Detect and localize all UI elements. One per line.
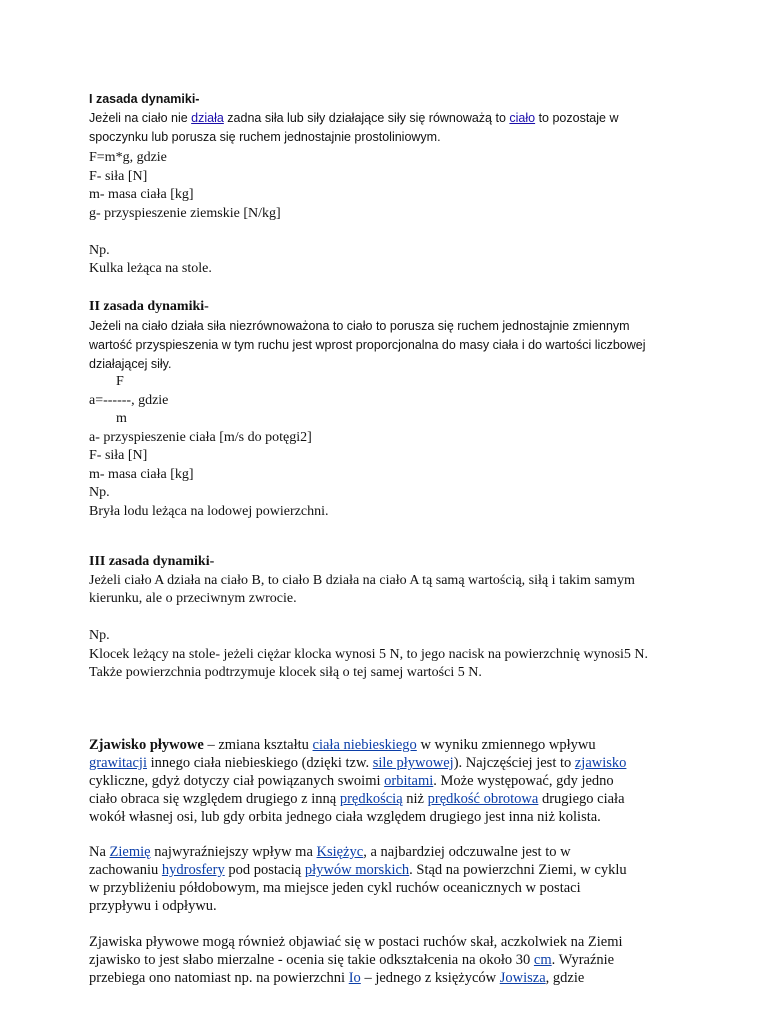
variable-definition: F- siła [N] — [89, 168, 148, 184]
section-second-law-heading — [89, 298, 689, 317]
paragraph-line: kierunku, ale o przeciwnym zwrocie. — [89, 591, 297, 606]
tidal-paragraph-1: Zjawisko pływowe – zmiana kształtu ciała niebieskiego w wyniku zmiennego wpływu grawitacji innego ciała niebieskiego (dzięki tzw. sile pływowej). Najczęściej jest to zjawisko cykliczne, gdyż dotyczy ciał powiązanych swoimi orbitami. Może występować, gdy jedno ciało obraca się względem drugiego z inną prędkością niż prędkość obrotowa drugiego ciała wokół własnej osi, lub gdy orbita jednego ciała względem drugiego jest inna niż kolista. — [89, 736, 689, 826]
tidal-paragraph-2: Na Ziemię najwyraźniejszy wpływ ma Księżyc, a najbardziej odczuwalne jest to w zachowaniu hydrosfery pod postacią pływów morskich. Stąd na powierzchni Ziemi, w cyklu w przybliżeniu półdobowym, ma miejsce jeden cykl ruchów oceanicznych w postaci przypływu i odpływu. — [89, 843, 689, 915]
formula: a=------, gdzie — [89, 392, 169, 408]
example-label: Np. — [89, 242, 110, 258]
link-cialo[interactable]: ciało — [509, 111, 536, 125]
tidal-paragraph-3: Zjawiska pływowe mogą również objawiać się w postaci ruchów skał, aczkolwiek na Ziemi zjawisko to jest słabo mierzalne - ocenia się takie odkształcenia na około 30 cm. Wyraźnie przebiega ono natomiast np. na powierzchni Io – jednego z księżyców Jowisza, gdzie — [89, 933, 689, 987]
formula-denominator: m — [116, 411, 127, 426]
link-jowisza[interactable]: Jowisza — [499, 970, 546, 986]
link-zjawisko[interactable]: zjawisko — [574, 755, 627, 771]
example-text: Bryła lodu leżąca na lodowej powierzchni. — [89, 503, 329, 519]
link-ciala-niebieskiego[interactable]: ciała niebieskiego — [312, 737, 417, 753]
link-plywow-morskich[interactable]: pływów morskich — [304, 862, 410, 878]
section-first-law-formula — [89, 149, 689, 279]
section-third-law — [89, 553, 689, 683]
example-label: Np. — [89, 485, 110, 500]
paragraph-line: wokół własnej osi, lub gdy orbita jednego ciała względem drugiego jest inna niż kolista. — [89, 809, 601, 825]
paragraph-line: przypływu i odpływu. — [89, 898, 217, 914]
formula: F=m*g, gdzie — [89, 150, 167, 165]
paragraph-line: spoczynku lub porusza się ruchem jednostajnie prostoliniowym. — [89, 130, 441, 144]
link-grawitacji[interactable]: grawitacji — [89, 755, 147, 771]
section-second-law-formula — [89, 373, 689, 521]
paragraph-line: w przybliżeniu półdobowym, ma miejsce jeden cykl ruchów oceanicznych w postaci — [89, 880, 581, 896]
example-label: Np. — [89, 628, 110, 643]
link-orbitami[interactable]: orbitami — [384, 773, 434, 789]
section-title: II zasada dynamiki- — [89, 299, 209, 314]
variable-definition: F- siła [N] — [89, 448, 148, 463]
link-ksiezyc[interactable]: Księżyc — [316, 844, 364, 860]
link-predkosc-obrotowa[interactable]: prędkość obrotowa — [427, 791, 539, 807]
section-title: I zasada dynamiki- — [89, 92, 200, 106]
example-text: Kulka leżąca na stole. — [89, 261, 212, 276]
variable-definition: m- masa ciała [kg] — [89, 187, 194, 202]
link-predkoscia[interactable]: prędkością — [339, 791, 403, 807]
paragraph-line: Jeżeli na ciało nie działa zadna siła lub siły działające siły się równoważą to ciało to pozostaje w — [89, 111, 619, 125]
paragraph-line: Jeżeli na ciało działa siła niezrównoważona to ciało to porusza się ruchem jednostajnie zmiennym — [89, 319, 630, 333]
link-hydrosfery[interactable]: hydrosfery — [161, 862, 225, 878]
link-cm[interactable]: cm — [533, 952, 552, 968]
formula-numerator: F — [116, 374, 124, 389]
paragraph-line: Zjawiska pływowe mogą również objawiać się w postaci ruchów skał, aczkolwiek na Ziemi — [89, 934, 623, 950]
term-heading: Zjawisko pływowe — [89, 737, 204, 753]
link-ziemie[interactable]: Ziemię — [109, 844, 151, 860]
paragraph-line: Jeżeli ciało A działa na ciało B, to ciało B działa na ciało A tą samą wartością, siłą i takim samym — [89, 572, 635, 588]
section-second-law-body — [89, 317, 689, 374]
link-sile-plywowej[interactable]: sile pływowej — [372, 755, 454, 771]
variable-definition: a- przyspieszenie ciała [m/s do potęgi2] — [89, 429, 312, 445]
link-io[interactable]: Io — [348, 970, 361, 986]
section-first-law — [89, 90, 689, 147]
section-title: III zasada dynamiki- — [89, 554, 215, 569]
example-text: Także powierzchnia podtrzymuje klocek siłą o tej samej wartości 5 N. — [89, 665, 482, 680]
paragraph-line: wartość przyspieszenia w tym ruchu jest wprost proporcjonalna do masy ciała i do wartości liczbowej — [89, 338, 646, 352]
paragraph-line: działającej siły. — [89, 357, 172, 371]
variable-definition: m- masa ciała [kg] — [89, 466, 194, 482]
example-text: Klocek leżący na stole- jeżeli ciężar klocka wynosi 5 N, to jego nacisk na powierzchnię wynosi5 N. — [89, 646, 649, 662]
variable-definition: g- przyspieszenie ziemskie [N/kg] — [89, 205, 281, 221]
link-dziala[interactable]: działa — [191, 111, 224, 125]
